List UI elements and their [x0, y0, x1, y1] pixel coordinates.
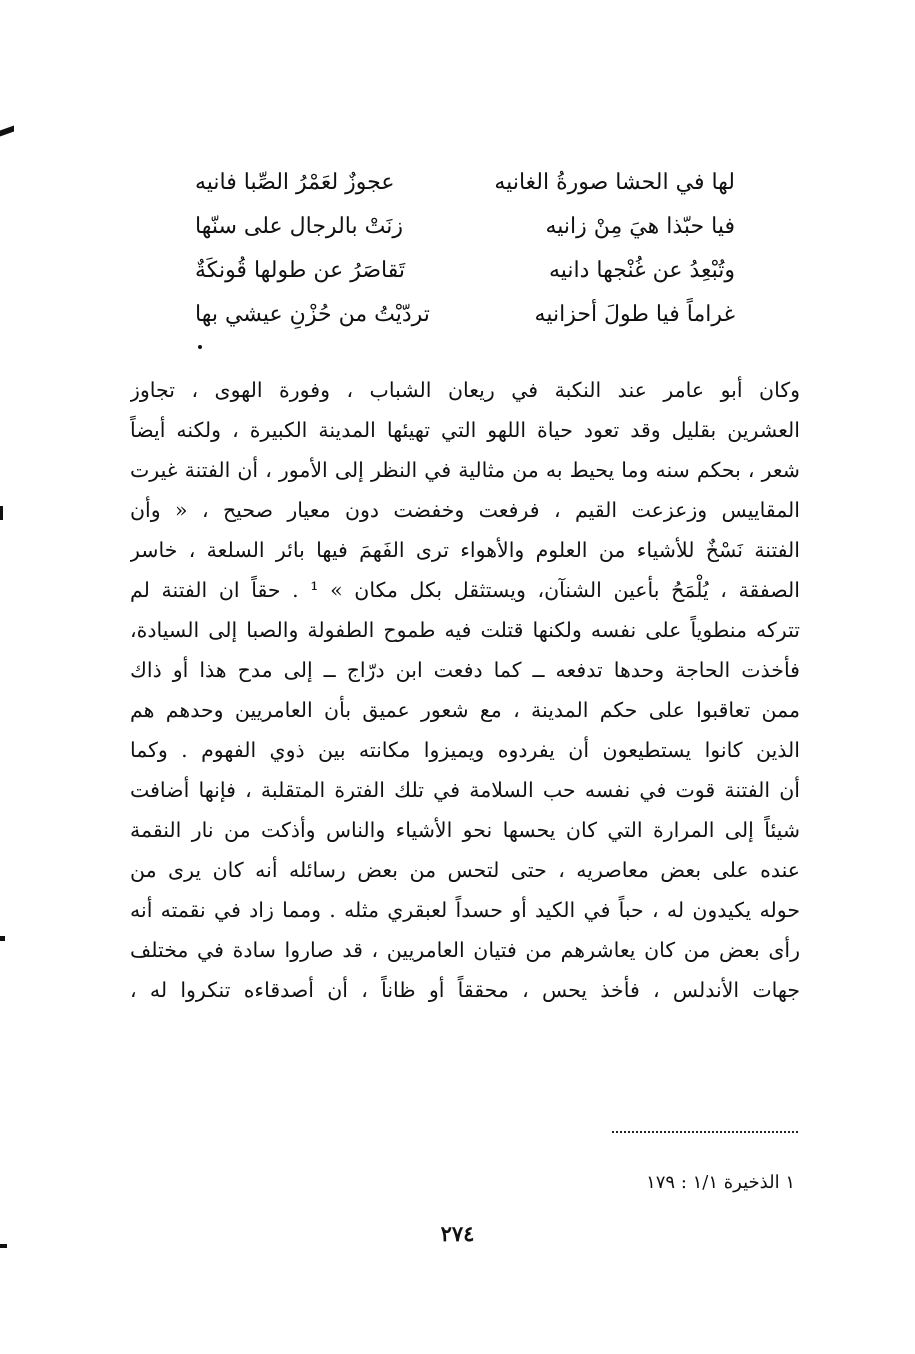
page-number: ٢٧٤: [440, 1221, 475, 1246]
verse-second-hemistich: وتُبْعِدُ عن غُنْجها دانيه: [548, 257, 735, 283]
text-line: جهات الأندلس ، فأخذ يحس ، محققاً أو ظاناً ، أن أصدقاءه تنكروا له ،: [130, 978, 800, 1002]
poem-verse: [195, 292, 735, 336]
poem-verse: [195, 204, 735, 248]
scan-edge-mark: [0, 125, 14, 136]
footnote: ١ الذخيرة ١/١ : ١٧٩: [646, 1172, 795, 1193]
footnote-separator: [612, 1131, 798, 1133]
verse-first-hemistich: عجوزٌ لعَمْرُ الصِّبا فانيه: [195, 169, 395, 195]
text-line: وكان أبو عامر عند النكبة في ريعان الشباب ، وفورة الهوى ، تجاوز: [130, 378, 800, 402]
ink-dot: [198, 345, 202, 349]
text-line: أن الفتنة قوت في نفسه حب السلامة في تلك الفترة المتقلبة ، فإنها أضافت: [130, 778, 800, 802]
poem-block: [195, 160, 735, 336]
text-line: المقاييس وزعزعت القيم ، فرفعت وخفضت دون معيار صحيح ، « وأن: [130, 498, 800, 522]
text-line: الصفقة ، يُلْمَحُ بأعين الشنآن، ويستثقل بكل مكان » ¹ . حقاً ان الفتنة لم: [130, 578, 800, 602]
scan-edge-mark: [0, 936, 5, 941]
poem-verse: [195, 248, 735, 292]
poem-verse: [195, 160, 735, 204]
scan-edge-mark: [0, 506, 3, 520]
text-line: رأى بعض من كان يعاشرهم من فتيان العامريين ، قد صاروا سادة في مختلف: [130, 938, 800, 962]
text-line: عنده على بعض معاصريه ، حتى لتحس من بعض رسائله أنه كان يرى من: [130, 858, 800, 882]
verse-second-hemistich: غراماً فيا طولَ أحزانيه: [534, 301, 735, 327]
text-line: شعر ، بحكم سنه وما يحيط به من مثالية في النظر إلى الأمور ، أن الفتنة غيرت: [130, 458, 800, 482]
text-line: الذين كانوا يستطيعون أن يفردوه ويميزوا مكانته بين ذوي الفهوم . وكما: [130, 738, 800, 762]
verse-first-hemistich: زنَتْ بالرجال على سنّها: [195, 213, 403, 239]
verse-second-hemistich: لها في الحشا صورةُ الغانيه: [494, 169, 735, 195]
text-line: حوله يكيدون له ، حباً في الكيد أو حسداً لعبقري مثله . ومما زاد في نقمته أنه: [130, 898, 800, 922]
body-paragraph: [130, 370, 800, 1010]
verse-first-hemistich: تَقاصَرُ عن طولها قُونكَةٌ: [195, 257, 405, 283]
text-line: العشرين بقليل وقد تعود حياة اللهو التي تهيئها المدينة الكبيرة ، ولكنه أيضاً: [130, 418, 800, 442]
verse-second-hemistich: فيا حبّذا هيَ مِنْ زانيه: [545, 213, 735, 239]
text-line: شيئاً إلى المرارة التي كان يحسها نحو الأشياء والناس وأذكت من نار النقمة: [130, 818, 800, 842]
verse-first-hemistich: تردّيْتُ من حُزْنِ عيشي بها: [195, 301, 430, 327]
text-line: فأخذت الحاجة وحدها تدفعه ــ كما دفعت ابن درّاج ــ إلى مدح هذا أو ذاك: [130, 658, 800, 682]
text-line: ممن تعاقبوا على حكم المدينة ، مع شعور عميق بأن العامريين وحدهم هم: [130, 698, 800, 722]
text-line: تتركه منطوياً على نفسه ولكنها قتلت فيه طموح الطفولة والصبا إلى السيادة،: [130, 618, 800, 642]
text-line: الفتنة نَسْخٌ للأشياء من العلوم والأهواء ترى الفَهمَ فيها بائر السلعة ، خاسر: [130, 538, 800, 562]
